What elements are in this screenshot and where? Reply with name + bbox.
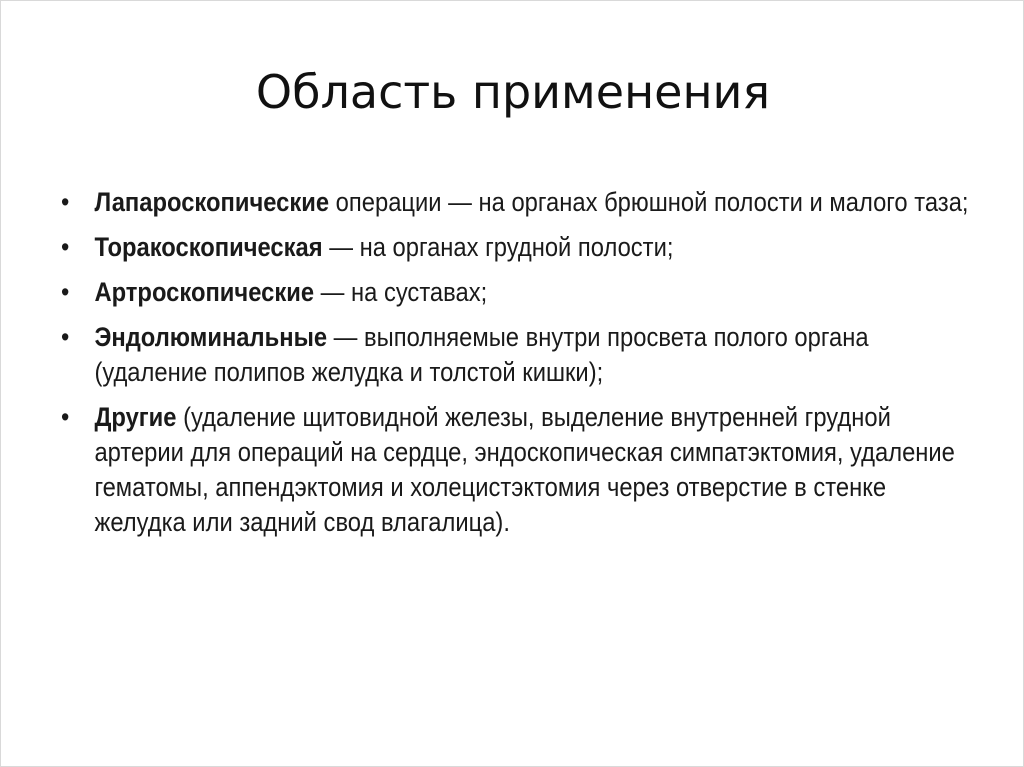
slide-title: Область применения (255, 65, 771, 119)
item-term: Торакоскопическая (94, 232, 323, 262)
list-item (61, 275, 974, 310)
list-item (61, 230, 974, 265)
list-item (61, 185, 974, 220)
list-item (61, 320, 974, 390)
item-term: Эндолюминальные (94, 322, 328, 352)
item-term: Лапароскопические (94, 187, 330, 217)
item-text: — на органах грудной полости; (322, 232, 674, 262)
item-text: — выполняемые внутри просвета полого органа (удаление полипов желудка и толстой кишки); (94, 322, 869, 387)
bullet-list (61, 185, 969, 550)
item-text: (удаление щитовидной железы, выделение внутренней грудной артерии для операций на сердце, эндоскопическая симпатэктомия, удаление гематомы, аппендэктомия и холецистэктомия через отверстие в стенке желудка или задний свод влагалица). (94, 402, 955, 537)
item-term: Другие (94, 402, 177, 432)
item-text: — на суставах; (314, 277, 488, 307)
bullet-icon: • (61, 322, 70, 352)
bullet-icon: • (61, 402, 70, 432)
bullet-icon: • (61, 187, 70, 217)
bullet-icon: • (61, 232, 70, 262)
list-item (61, 400, 974, 540)
bullet-icon: • (61, 277, 70, 307)
item-term: Артроскопические (94, 277, 315, 307)
item-text: операции — на органах брюшной полости и малого таза; (329, 187, 969, 217)
